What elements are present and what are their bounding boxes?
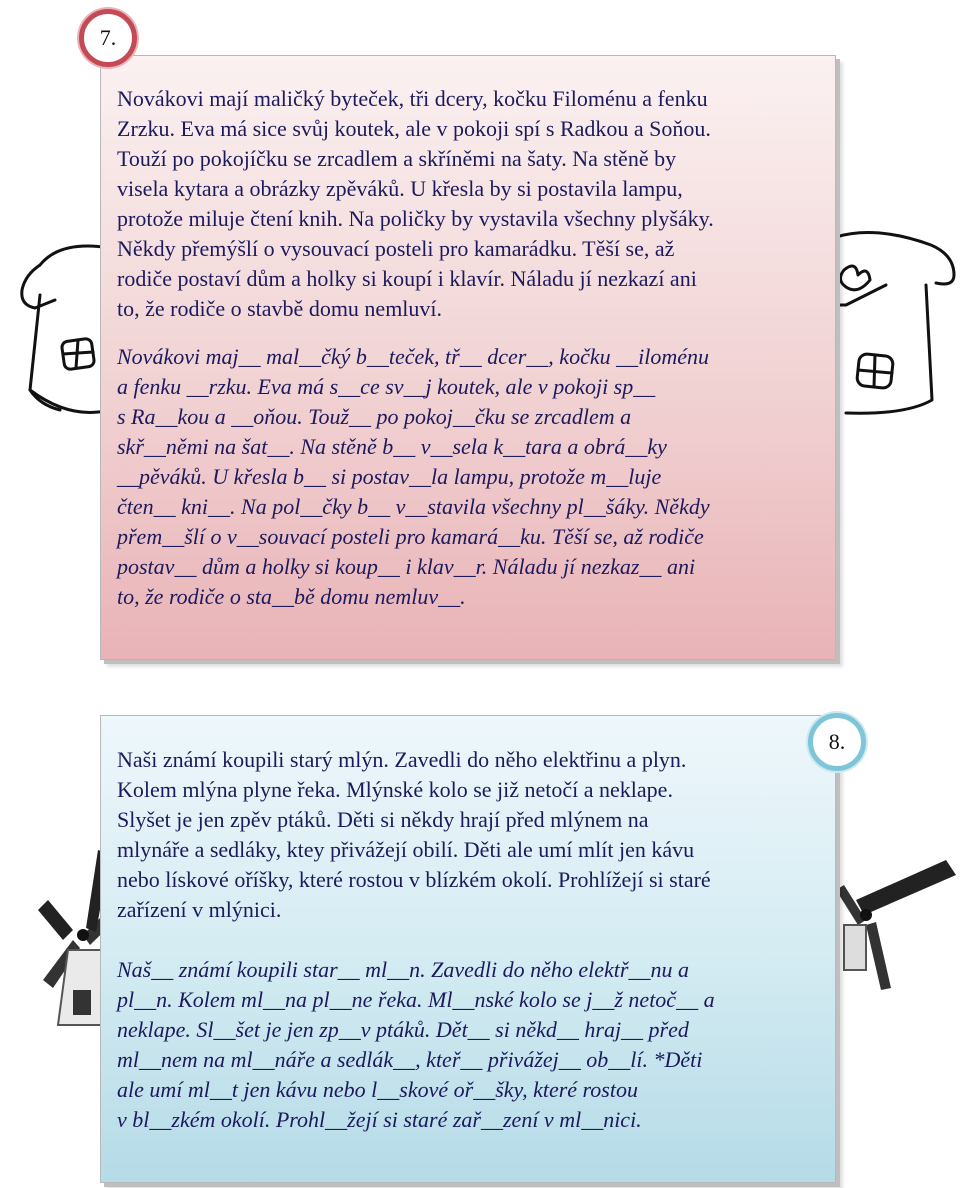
exercise-7-number-badge: 7.	[79, 9, 137, 67]
exercise-8-text: Naši známí koupili starý mlýn. Zavedli do něho elektřinu a plyn. Kolem mlýna plyne řeka. Mlýnské kolo se již netočí a neklape. Slyšet je jen zpěv ptáků. Děti si někdy hrají před mlýnem na mlynáře a sedláky, ktey přivážejí obilí. Děti ale umí mlít jen kávu nebo lískové oříšky, které rostou v blízkém okolí. Prohlížejí si staré zařízení v mlýnici.	[117, 747, 711, 922]
windmill-right-image	[836, 830, 960, 1000]
exercise-8-card	[100, 715, 836, 1183]
house-right-drawing	[836, 225, 960, 435]
exercise-7-card	[100, 55, 836, 660]
exercise-8-number-badge: 8.	[808, 713, 866, 771]
house-left-drawing	[0, 230, 110, 430]
exercise-7-text: Novákovi mají maličký byteček, tři dcery, kočku Filoménu a fenku Zrzku. Eva má sice svůj koutek, ale v pokoji spí s Radkou a Soňou. Touží po pokojíčku se zrcadlem a skříněmi na šaty. Na stěně by visela kytara a obrázky zpěváků. U křesla by si postavila lampu, protože miluje čtení knih. Na poličky by vystavila všechny plyšáky. Někdy přemýšlí o vysouvací posteli pro kamarádku. Těší se, až rodiče postaví dům a holky si koupí i klavír. Náladu jí nezkazí ani to, že rodiče o stavbě domu nemluví.	[117, 86, 714, 321]
exercise-8-fill-in-text: Naš__ známí koupili star__ ml__n. Zavedli do něho elektř__nu a pl__n. Kolem ml__na pl__ne řeka. Ml__nské kolo se j__ž netoč__ a neklape. Sl__šet je jen zp__v ptáků. Dět__ si někd__ hraj__ před ml__nem na ml__náře a sedlák__, kteř__ přivážej__ ob__lí. *Děti ale umí ml__t jen kávu nebo l__skové oř__šky, které rostou v bl__zkém okolí. Prohl__žejí si staré zař__zení v ml__nici.	[117, 957, 715, 1132]
exercise-7-fill-in-text: Novákovi maj__ mal__čký b__teček, tř__ dcer__, kočku __iloménu a fenku __rzku. Eva má s__ce sv__j koutek, ale v pokoji sp__ s Ra__kou a __oňou. Touž__ po pokoj__čku se zrcadlem a skř__němi na šat__. Na stěně b__ v__sela k__tara a obrá__ky __pěváků. U křesla b__ si postav__la lampu, protože m__luje čten__ kni__. Na pol__čky b__ v__stavila všechny pl__šáky. Někdy přem__šlí o v__souvací posteli pro kamará__ku. Těší se, až rodiče postav__ dům a holky si koup__ i klav__r. Náladu jí nezkaz__ ani to, že rodiče o sta__bě domu nemluv__.	[117, 344, 710, 609]
